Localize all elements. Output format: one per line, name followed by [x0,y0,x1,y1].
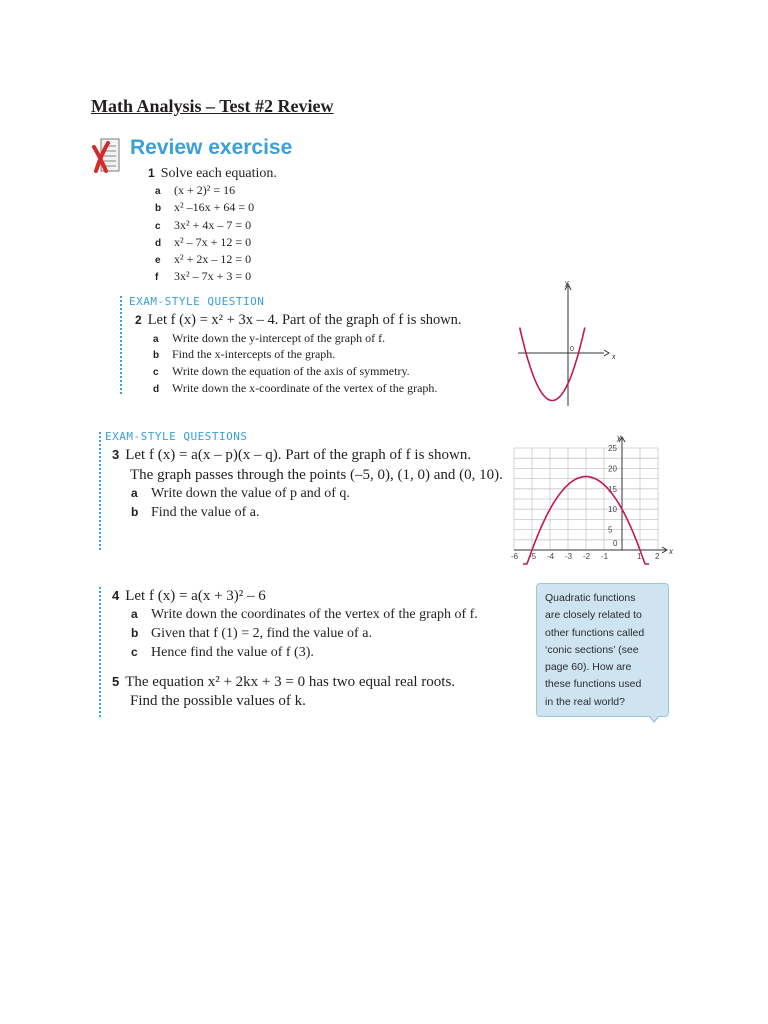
list-item: d Write down the x-coordinate of the vertex of the graph. [153,381,438,395]
y-axis-label: y [565,280,569,287]
dotted-margin [99,432,101,550]
question-3 [112,447,471,464]
list-item: b x² –16x + 64 = 0 [155,200,255,214]
info-text: Quadratic functions are closely related to other functions called ‘conic sections’ (see page 60). How are these functions used in the real world? [545,592,645,708]
list-item: e x² + 2x – 12 = 0 [155,252,252,266]
list-item: c 3x² + 4x – 7 = 0 [155,218,252,232]
x-axis-label: x [669,547,673,556]
list-item: d x² – 7x + 12 = 0 [155,235,252,249]
exam-label: EXAM-STYLE QUESTION [129,295,265,308]
question-number: 2 [135,313,142,327]
question-4 [112,588,266,605]
question-text: Solve each equation. [160,166,277,181]
x-axis-label: x [612,354,616,361]
question-text: Let f (x) = a(x + 3)² – 6 [125,588,266,604]
question-5 [112,674,455,691]
question-text: Let f (x) = x² + 3x – 4. Part of the graph of f is shown. [147,312,462,328]
y-tick-label: 15 [608,484,617,494]
x-tick-label: -2 [583,552,591,561]
x-tick-label: 1 [637,552,642,561]
question-text: Let f (x) = a(x – p)(x – q). Part of the graph of f is shown. [125,447,472,463]
section-heading: Review exercise [130,136,293,159]
info-callout [536,583,669,717]
list-item: f 3x² – 7x + 3 = 0 [155,269,252,283]
x-axis-arrow [604,350,609,356]
question-number: 5 [112,674,120,689]
y-tick-label: 10 [608,505,617,515]
graph-parabola-2 [500,430,680,570]
list-item: c Write down the equation of the axis of symmetry. [153,364,410,378]
y-tick-label: 20 [608,464,617,474]
exam-label: EXAM-STYLE QUESTIONS [105,430,248,443]
list-item: a Write down the value of p and of q. [131,486,350,501]
y-axis-label: y [617,433,621,442]
list-item: a Write down the y-intercept of the graph of f. [153,331,386,345]
list-item: b Given that f (1) = 2, find the value of a. [131,626,372,641]
graph-parabola-1 [510,278,620,410]
dotted-margin [120,296,122,394]
list-item: c Hence find the value of f (3). [131,645,314,660]
origin-label: 0 [570,346,574,353]
red-x-notepad-icon [92,137,122,180]
y-tick-label: 25 [608,444,617,453]
question-number: 1 [148,166,155,180]
parabola-curve [520,328,585,401]
question-text: The equation x² + 2kx + 3 = 0 has two equal real roots. [125,674,456,690]
question-1 [148,166,277,182]
x-tick-label: -1 [601,552,609,561]
x-tick-label: 2 [655,552,660,561]
question-number: 3 [112,447,120,462]
page-title: Math Analysis – Test #2 Review [91,96,334,116]
question-2 [135,312,462,329]
question-3-line-2: The graph passes through the points (–5, 0), (1, 0) and (0, 10). [130,467,503,483]
x-tick-label: -6 [511,552,519,561]
question-5-line-2: Find the possible values of k. [130,693,306,709]
x-tick-label: -5 [529,552,537,561]
y-tick-label: 5 [608,525,613,535]
x-tick-label: 0 [613,539,618,548]
dotted-margin [99,587,101,717]
x-tick-label: -3 [565,552,573,561]
list-item: a Write down the coordinates of the vertex of the graph of f. [131,607,478,622]
list-item: b Find the value of a. [131,505,260,520]
question-number: 4 [112,588,120,603]
list-item: b Find the x-intercepts of the graph. [153,347,336,361]
x-tick-label: -4 [547,552,555,561]
list-item: a (x + 2)² = 16 [155,183,236,197]
